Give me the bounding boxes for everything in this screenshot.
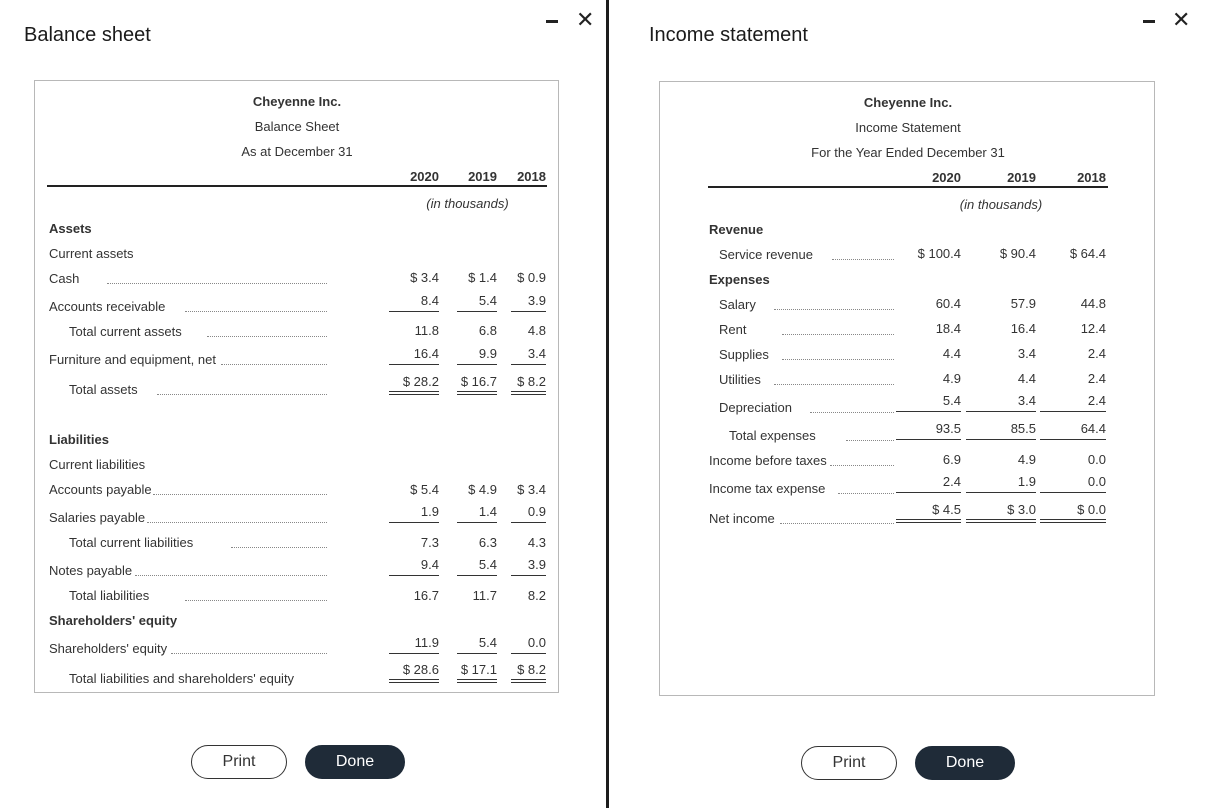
value-cell: $ 28.6 — [402, 662, 439, 677]
row-label: Shareholders' equity — [49, 641, 168, 656]
row-label: Supplies — [719, 347, 769, 362]
value-cell: $ 3.4 — [517, 482, 546, 497]
value-cell: 1.4 — [478, 504, 497, 519]
statement-period: For the Year Ended December 31 — [811, 145, 1005, 160]
row-label: Cash — [49, 271, 80, 286]
value-cell: 8.2 — [527, 588, 546, 603]
value-cell: 60.4 — [935, 296, 961, 311]
value-cell: 4.4 — [1017, 371, 1036, 386]
value-cell: 2.4 — [1087, 346, 1106, 361]
row-label: Net income — [709, 511, 775, 526]
row-label: Accounts payable — [49, 482, 152, 497]
value-cell: $ 100.4 — [917, 246, 961, 261]
value-cell: $ 3.4 — [410, 270, 439, 285]
done-button[interactable]: Done — [305, 745, 405, 779]
value-cell: 6.8 — [478, 323, 497, 338]
leader-dots — [185, 311, 327, 312]
value-cell: 12.4 — [1080, 321, 1106, 336]
value-cell: $ 4.5 — [932, 502, 961, 517]
value-cell: 0.0 — [1087, 474, 1106, 489]
year-header: 2020 — [932, 170, 961, 185]
subsection-heading: Current liabilities — [49, 457, 146, 472]
value-cell: 4.8 — [527, 323, 546, 338]
value-cell: $ 90.4 — [999, 246, 1036, 261]
year-header: 2019 — [468, 169, 497, 184]
value-cell: 93.5 — [935, 421, 961, 436]
leader-dots — [780, 523, 894, 524]
income-statement-table — [659, 81, 1155, 696]
leader-dots — [153, 494, 327, 495]
value-cell: $ 64.4 — [1069, 246, 1106, 261]
row-label: Notes payable — [49, 563, 133, 578]
year-header: 2018 — [517, 169, 546, 184]
leader-dots — [157, 394, 327, 395]
leader-dots — [846, 440, 894, 441]
leader-dots — [221, 364, 327, 365]
row-label: Total assets — [69, 382, 138, 397]
year-header: 2019 — [1007, 170, 1036, 185]
value-cell: $ 4.9 — [468, 482, 497, 497]
value-cell: $ 0.9 — [517, 270, 546, 285]
section-heading: Shareholders' equity — [49, 613, 178, 628]
row-label: Total current assets — [69, 324, 182, 339]
header-rule — [708, 186, 1108, 188]
units-note: (in thousands) — [426, 196, 509, 211]
leader-dots — [832, 259, 894, 260]
value-cell: 18.4 — [935, 321, 961, 336]
leader-dots — [231, 547, 327, 548]
value-cell: 3.4 — [1017, 393, 1036, 408]
value-cell: 6.3 — [478, 535, 497, 550]
value-cell: 4.3 — [527, 535, 546, 550]
value-cell: 5.4 — [478, 635, 497, 650]
value-cell: 57.9 — [1010, 296, 1036, 311]
row-label: Salary — [719, 297, 756, 312]
row-label: Utilities — [719, 372, 761, 387]
leader-dots — [171, 653, 327, 654]
value-cell: 5.4 — [942, 393, 961, 408]
value-cell: $ 28.2 — [402, 374, 439, 389]
value-cell: 3.9 — [527, 293, 546, 308]
subsection-heading: Current assets — [49, 246, 134, 261]
value-cell: 85.5 — [1010, 421, 1036, 436]
value-cell: 3.9 — [527, 557, 546, 572]
window-title: Income statement — [649, 24, 808, 46]
statement-date: As at December 31 — [241, 144, 353, 159]
value-cell: $ 8.2 — [517, 374, 546, 389]
value-cell: 2.4 — [1087, 393, 1106, 408]
row-label: Accounts receivable — [49, 299, 166, 314]
units-note: (in thousands) — [959, 197, 1043, 212]
value-cell: 0.9 — [527, 504, 546, 519]
statement-title: Balance Sheet — [254, 119, 340, 134]
header-rule — [47, 185, 547, 187]
value-cell: 11.7 — [472, 588, 497, 603]
value-cell: 2.4 — [1087, 371, 1106, 386]
statement-title: Income Statement — [855, 120, 961, 135]
value-cell: $ 0.0 — [1077, 502, 1106, 517]
income-statement-window — [609, 0, 1205, 808]
value-cell: 0.0 — [527, 635, 546, 650]
year-header: 2020 — [410, 169, 439, 184]
value-cell: 11.9 — [414, 635, 439, 650]
leader-dots — [185, 600, 327, 601]
leader-dots — [782, 334, 894, 335]
value-cell: 1.9 — [420, 504, 439, 519]
value-cell: $ 5.4 — [410, 482, 439, 497]
leader-dots — [147, 522, 327, 523]
window-title: Balance sheet — [24, 24, 151, 46]
value-cell: 6.9 — [942, 452, 961, 467]
leader-dots — [838, 493, 894, 494]
row-label: Income before taxes — [709, 453, 827, 468]
value-cell: 9.4 — [420, 557, 439, 572]
row-label: Rent — [719, 322, 747, 337]
row-label: Total liabilities — [69, 588, 150, 603]
value-cell: 8.4 — [420, 293, 439, 308]
section-heading: Revenue — [709, 222, 764, 237]
leader-dots — [810, 412, 894, 413]
value-cell: $ 1.4 — [468, 270, 497, 285]
row-label: Salaries payable — [49, 510, 146, 525]
value-cell: 3.4 — [527, 346, 546, 361]
leader-dots — [207, 336, 327, 337]
leader-dots — [774, 384, 894, 385]
leader-dots — [830, 465, 894, 466]
minimize-icon[interactable] — [1143, 20, 1155, 23]
value-cell: 44.8 — [1080, 296, 1106, 311]
value-cell: 3.4 — [1017, 346, 1036, 361]
value-cell: 64.4 — [1080, 421, 1106, 436]
section-heading: Liabilities — [49, 432, 109, 447]
value-cell: 4.4 — [942, 346, 961, 361]
minimize-icon[interactable] — [546, 20, 558, 23]
value-cell: 4.9 — [942, 371, 961, 386]
row-label: Furniture and equipment, net — [49, 352, 216, 367]
close-icon[interactable]: ✕ — [1172, 7, 1191, 32]
value-cell: 16.4 — [1010, 321, 1036, 336]
section-heading: Expenses — [709, 272, 770, 287]
leader-dots — [107, 283, 327, 284]
print-button[interactable]: Print — [801, 746, 897, 780]
value-cell: $ 3.0 — [1007, 502, 1036, 517]
leader-dots — [774, 309, 894, 310]
value-cell: 4.9 — [1017, 452, 1036, 467]
leader-dots — [135, 575, 327, 576]
done-button[interactable]: Done — [915, 746, 1015, 780]
value-cell: $ 17.1 — [460, 662, 497, 677]
value-cell: 0.0 — [1087, 452, 1106, 467]
row-label: Income tax expense — [709, 481, 826, 496]
balance-sheet-statement — [34, 80, 559, 693]
row-label: Total expenses — [729, 428, 816, 443]
value-cell: $ 16.7 — [460, 374, 497, 389]
row-label: Total current liabilities — [69, 535, 194, 550]
section-heading: Assets — [49, 221, 92, 236]
row-label: Total liabilities and shareholders' equity — [69, 671, 295, 686]
company-name: Cheyenne Inc. — [863, 95, 953, 110]
value-cell: 16.4 — [413, 346, 439, 361]
value-cell: 9.9 — [478, 346, 497, 361]
value-cell: 5.4 — [478, 557, 497, 572]
leader-dots — [782, 359, 894, 360]
value-cell: 2.4 — [942, 474, 961, 489]
company-name: Cheyenne Inc. — [252, 94, 342, 109]
close-icon[interactable]: ✕ — [576, 7, 595, 32]
value-cell: 7.3 — [420, 535, 439, 550]
value-cell: 16.7 — [413, 588, 439, 603]
print-button[interactable]: Print — [191, 745, 287, 779]
value-cell: $ 8.2 — [517, 662, 546, 677]
value-cell: 1.9 — [1017, 474, 1036, 489]
row-label: Service revenue — [719, 247, 813, 262]
value-cell: 11.8 — [414, 323, 439, 338]
value-cell: 5.4 — [478, 293, 497, 308]
row-label: Depreciation — [719, 400, 792, 415]
year-header: 2018 — [1077, 170, 1106, 185]
